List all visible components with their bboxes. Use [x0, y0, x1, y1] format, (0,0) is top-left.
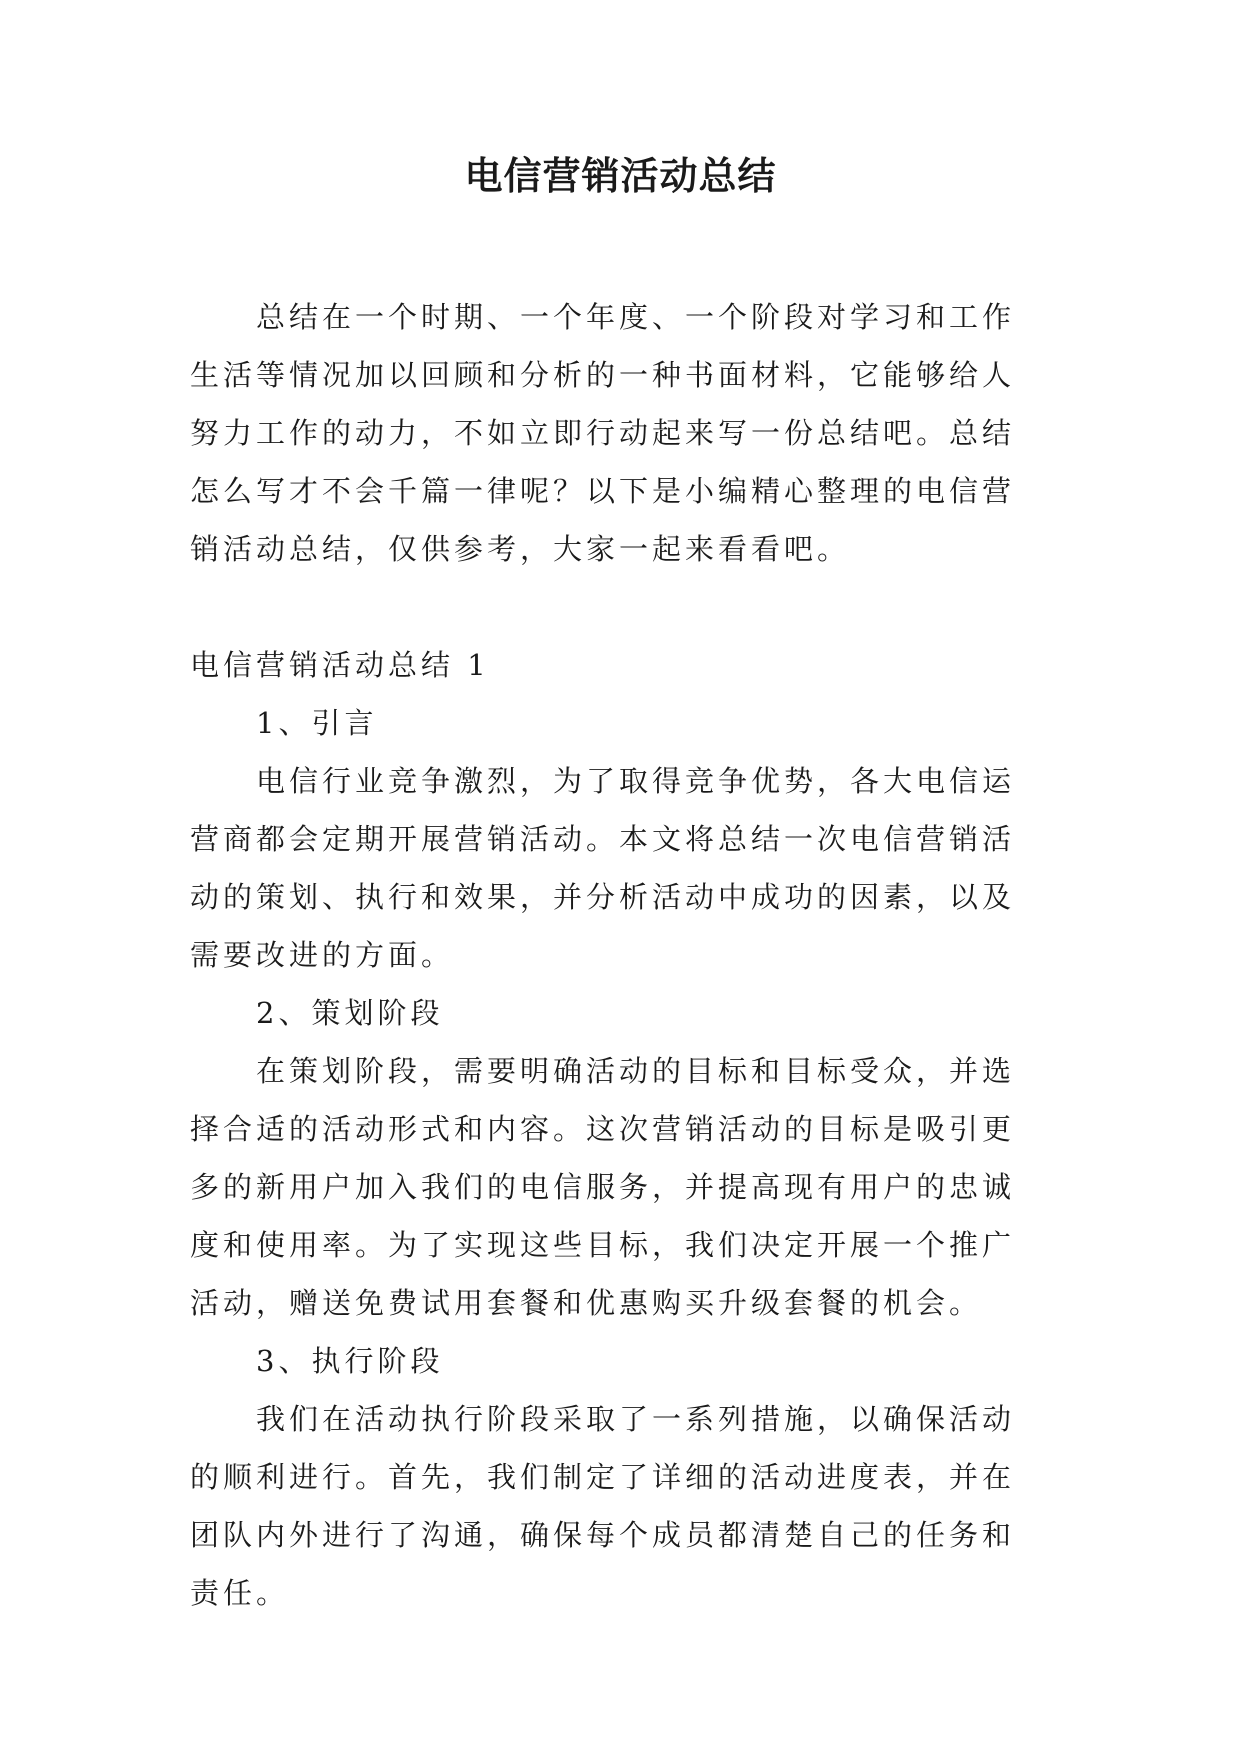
- section-paragraph-execution: 我们在活动执行阶段采取了一系列措施，以确保活动的顺利进行。首先，我们制定了详细的活动进度表，并在团队内外进行了沟通，确保每个成员都清楚自己的任务和责任。: [190, 1402, 1016, 1610]
- section-heading-planning: 2、策划阶段: [256, 996, 444, 1030]
- intro-paragraph: 总结在一个时期、一个年度、一个阶段对学习和工作生活等情况加以回顾和分析的一种书面材料，它能够给人努力工作的动力，不如立即行动起来写一份总结吧。总结怎么写才不会千篇一律呢？以下是小编精心整理的电信营销活动总结，仅供参考，大家一起来看看吧。: [190, 300, 1016, 566]
- section-heading-intro: 1、引言: [256, 706, 378, 740]
- section-title: 电信营销活动总结 1: [190, 648, 490, 682]
- section-heading-execution: 3、执行阶段: [256, 1344, 444, 1378]
- section-paragraph-planning: 在策划阶段，需要明确活动的目标和目标受众，并选择合适的活动形式和内容。这次营销活动的目标是吸引更多的新用户加入我们的电信服务，并提高现有用户的忠诚度和使用率。为了实现这些目标，我们决定开展一个推广活动，赠送免费试用套餐和优惠购买升级套餐的机会。: [190, 1054, 1016, 1320]
- document-title: 电信营销活动总结: [464, 153, 777, 198]
- section-paragraph-intro: 电信行业竞争激烈，为了取得竞争优势，各大电信运营商都会定期开展营销活动。本文将总结一次电信营销活动的策划、执行和效果，并分析活动中成功的因素，以及需要改进的方面。: [190, 764, 1016, 972]
- document-body: [190, 288, 1046, 1622]
